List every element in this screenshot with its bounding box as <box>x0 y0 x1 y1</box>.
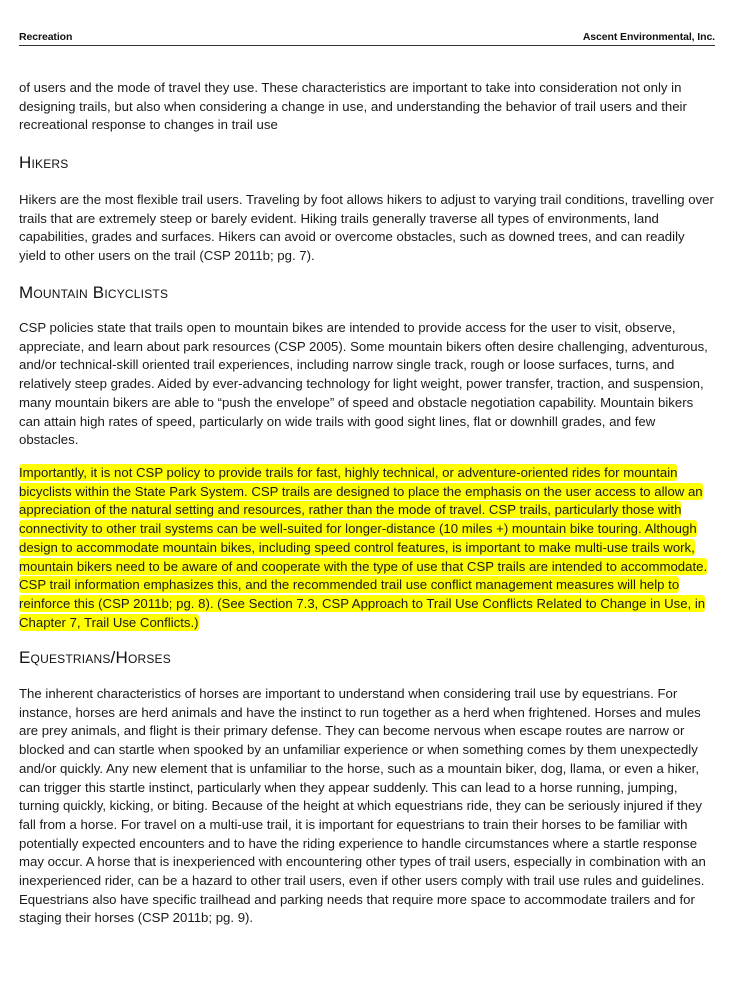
heading-mountain-bicyclists: Mountain Bicyclists <box>19 283 169 302</box>
running-header <box>19 31 715 43</box>
header-rule <box>19 45 715 46</box>
intro-paragraph: of users and the mode of travel they use. These characteristics are important to take into consideration not only in designing trails, but also when considering a change in use, and understanding the behavior of trail users and their recreational response to changes in trail use <box>19 80 687 133</box>
bicyclists-paragraph: CSP policies state that trails open to mountain bikes are intended to provide access for the user to visit, observe, appreciate, and learn about park resources (CSP 2005). Some mountain bikers often desire challenging, adventurous, and/or technical-skill oriented trail experiences, including narrow single track, rough or loose surfaces, turns, and relatively steep grades. Aided by ever-advancing technology for light weight, power transfer, traction, and suspension, many mountain bikers are able to “push the envelope” of speed and obstacle negotiation capability. Mountain bikers can attain high rates of speed, particularly on wide trails with good sight lines, flat or downhill grades, and few obstacles. <box>19 320 708 448</box>
hikers-paragraph: Hikers are the most flexible trail users. Traveling by foot allows hikers to adjust to varying trail conditions, travelling over trails that are extremely steep or barely evident. Hiking trails generally traverse all types of environments, land capabilities, grades and surfaces. Hikers can avoid or overcome obstacles, such as downed trees, and can readily yield to other users on the trail (CSP 2011b; pg. 7). <box>19 192 714 264</box>
equestrians-paragraph: The inherent characteristics of horses are important to understand when considering trail use by equestrians. For instance, horses are herd animals and have the instinct to run together as a herd when frightened. Horses and mules are prey animals, and flight is their primary defense. They can become nervous when escape routes are narrow or blocked and can startle when spooked by an unfamiliar experience or when something comes by them unexpectedly and/or quickly. Any new element that is unfamiliar to the horse, such as a mountain biker, dog, llama, or even a hiker, can trigger this startle instinct, particularly when they appear suddenly. This can lead to a horse running, jumping, turning quickly, kicking, or biting. Because of the height at which equestrians ride, they can be seriously injured if they fall from a horse. For travel on a multi-use trail, it is important for equestrians to train their horses to be familiar with potentially expected encounters and to have the riding experience to handle circumstances where a startle response may occur. A horse that is inexperienced with encountering other types of trail users, especially in combination with an inexperienced rider, can be a hazard to other trail users, even if other users comply with trail use rules and guidelines. Equestrians also have specific trailhead and parking needs that require more space to accommodate trailers and for staging their horses (CSP 2011b; pg. 9). <box>19 686 706 926</box>
highlighted-paragraph <box>19 464 715 632</box>
header-company-name: Ascent Environmental, Inc. <box>582 31 715 43</box>
header-section-title: Recreation <box>19 31 73 43</box>
heading-equestrians: Equestrians/Horses <box>19 648 171 667</box>
highlight-mark: Importantly, it is not CSP policy to provide trails for fast, highly technical, or adventure-oriented rides for mountain bicyclists within the State Park System. CSP trails are designed to place the emphasis on the user access to allow an appreciation of the natural setting and resources, rather than the mode of travel. CSP trails, particularly those with connectivity to other trail systems can be well-suited for longer-distance (10 miles +) mountain bike touring. Although design to accommodate mountain bikes, including speed control features, is important to make multi-use trails work, mountain bikers need to be aware of and cooperate with the type of use that CSP trails are intended to accommodate. CSP trail information emphasizes this, and the recommended trail use conflict management measures will help to reinforce this (CSP 2011b; pg. 8). (See Section 7.3, CSP Approach to Trail Use Conflicts Related to Change in Use, in Chapter 7, Trail Use Conflicts.) <box>19 465 708 630</box>
heading-hikers: Hikers <box>19 153 69 172</box>
